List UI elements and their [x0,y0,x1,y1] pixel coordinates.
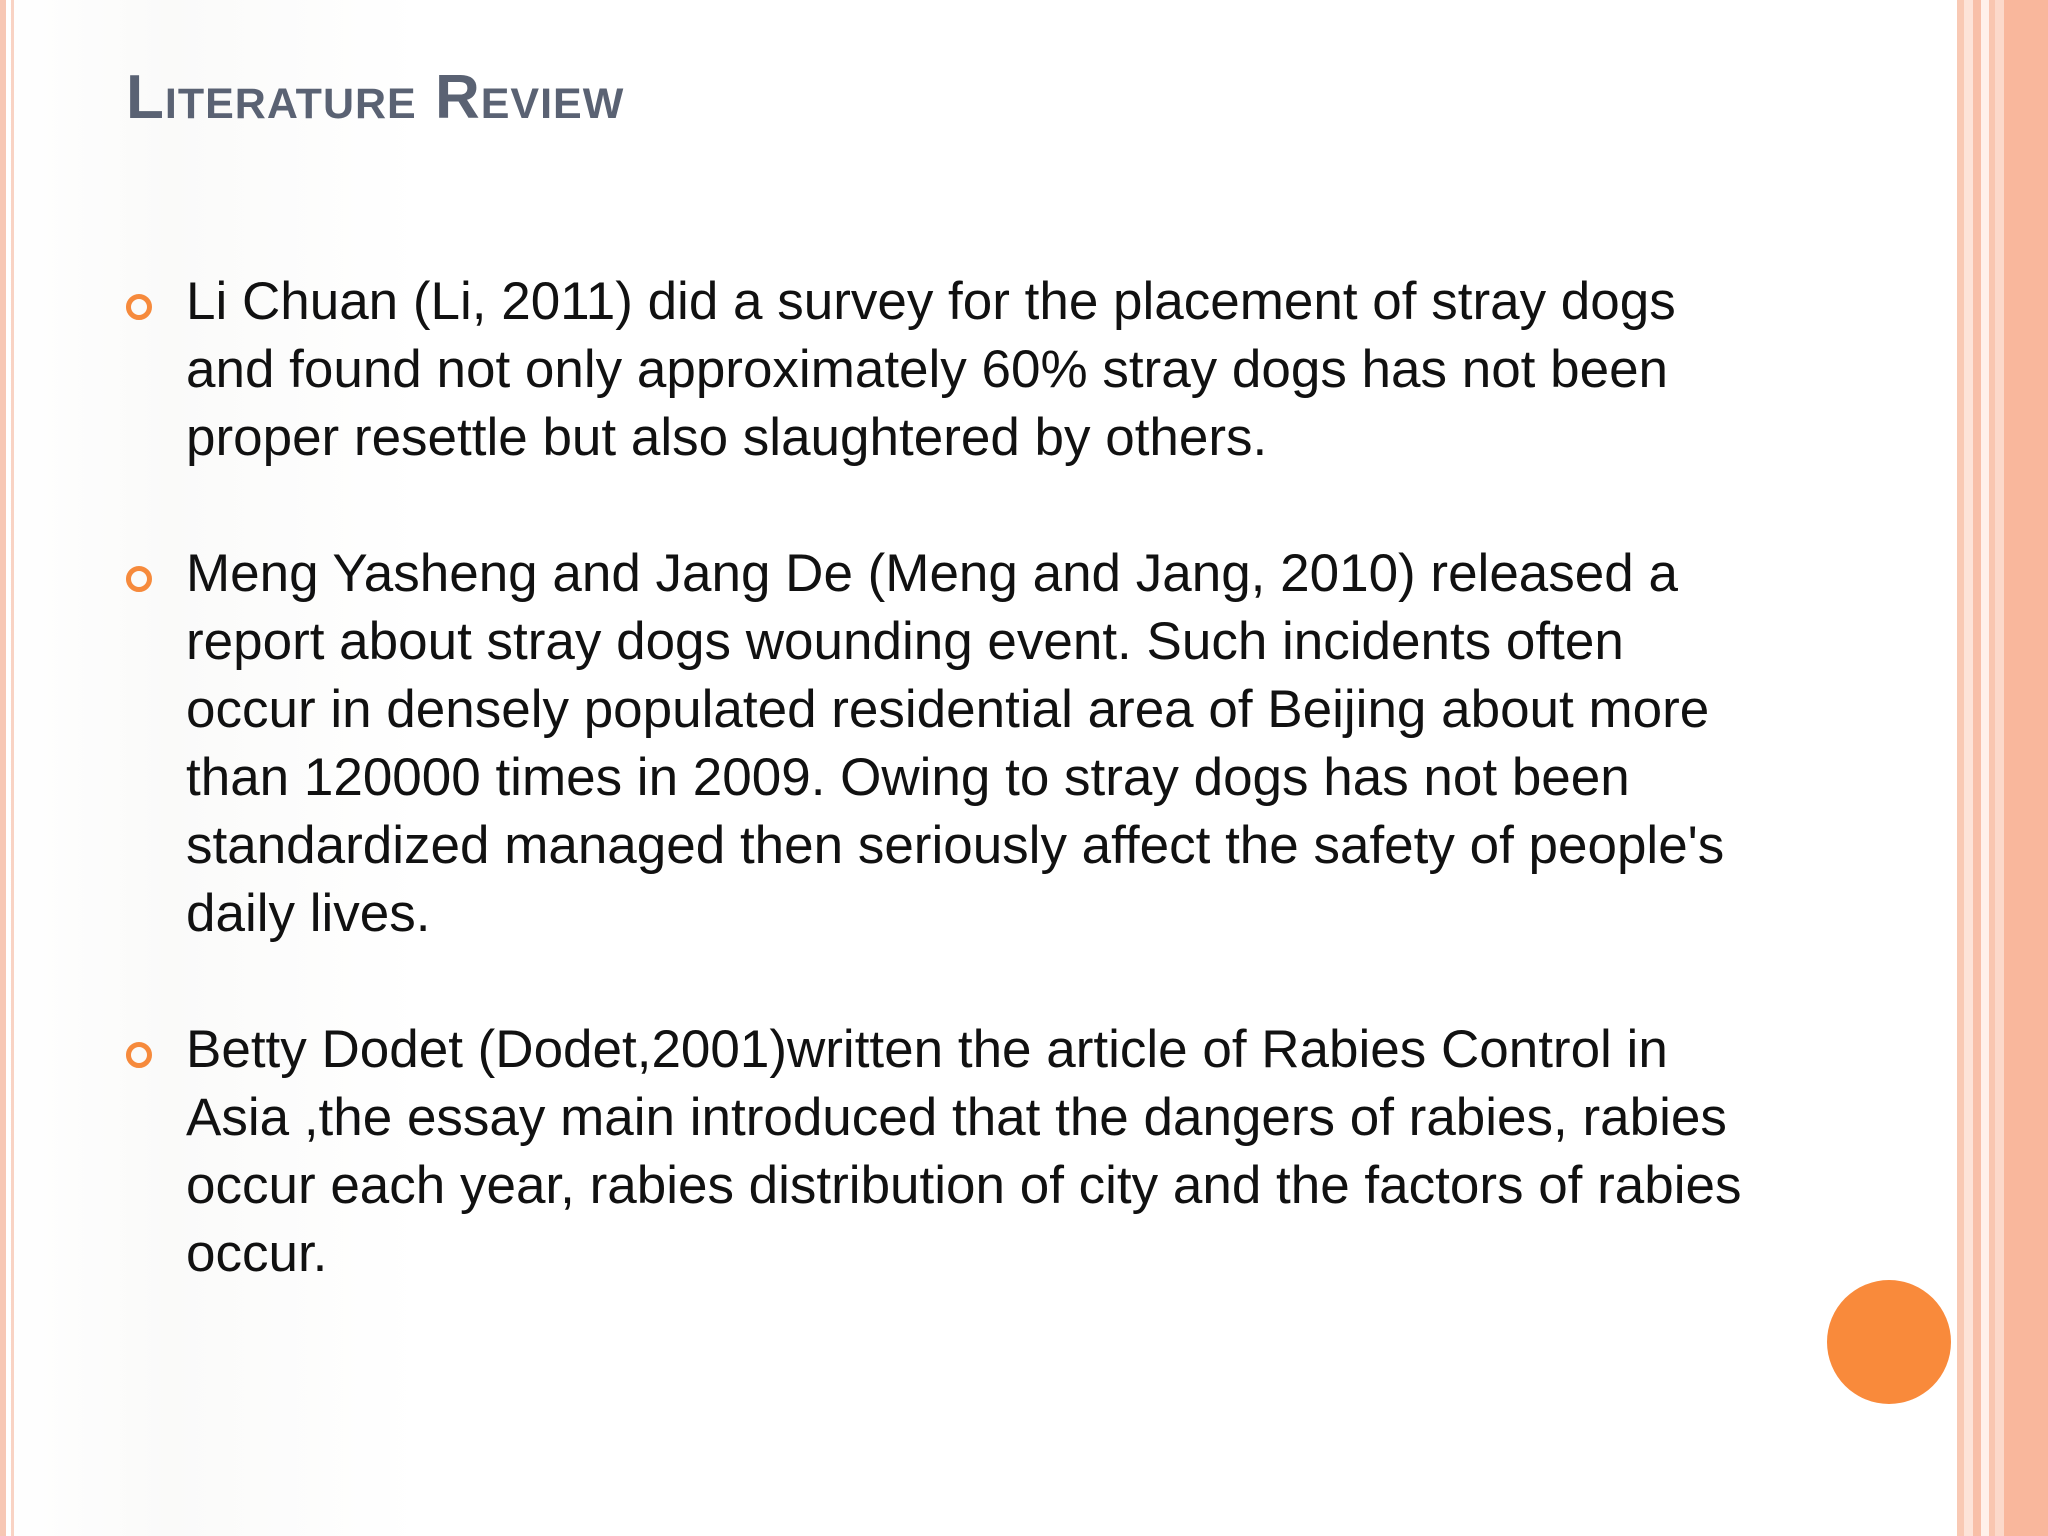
right-border-stripe [1957,0,1964,1536]
left-border-line [0,0,6,1536]
bullet-circle-icon [126,1042,152,1068]
left-border-line-inner [11,0,14,1536]
bullet-circle-icon [126,294,152,320]
bullet-list [126,268,1766,1356]
bullet-circle-icon [126,566,152,592]
right-border-stripe [1964,0,1973,1536]
bullet-text: Li Chuan (Li, 2011) did a survey for the placement of stray dogs and found not only approximately 60% stray dogs has not been proper resettle but also slaughtered by others. [186,272,1676,467]
right-border-stripe [1973,0,1981,1536]
right-border-stripe [1995,0,2004,1536]
slide-title: Literature Review [126,63,625,132]
bullet-item [126,540,1766,948]
bullet-text: Betty Dodet (Dodet,2001)written the article of Rabies Control in Asia ,the essay main introduced that the dangers of rabies, rabies occur each year, rabies distribution of city and the factors of rabies occur. [186,1020,1742,1283]
bullet-item [126,1016,1766,1288]
bullet-item [126,268,1766,472]
bullet-text: Meng Yasheng and Jang De (Meng and Jang, 2010) released a report about stray dogs wounding event. Such incidents often occur in densely populated residential area of Beijing about more than 120000 times in 2009. Owing to stray dogs has not been standardized managed then seriously affect the safety of people's daily lives. [186,544,1725,943]
right-border-band [2004,0,2048,1536]
right-border-stripe [1981,0,1989,1536]
orange-circle-icon [1827,1280,1951,1404]
